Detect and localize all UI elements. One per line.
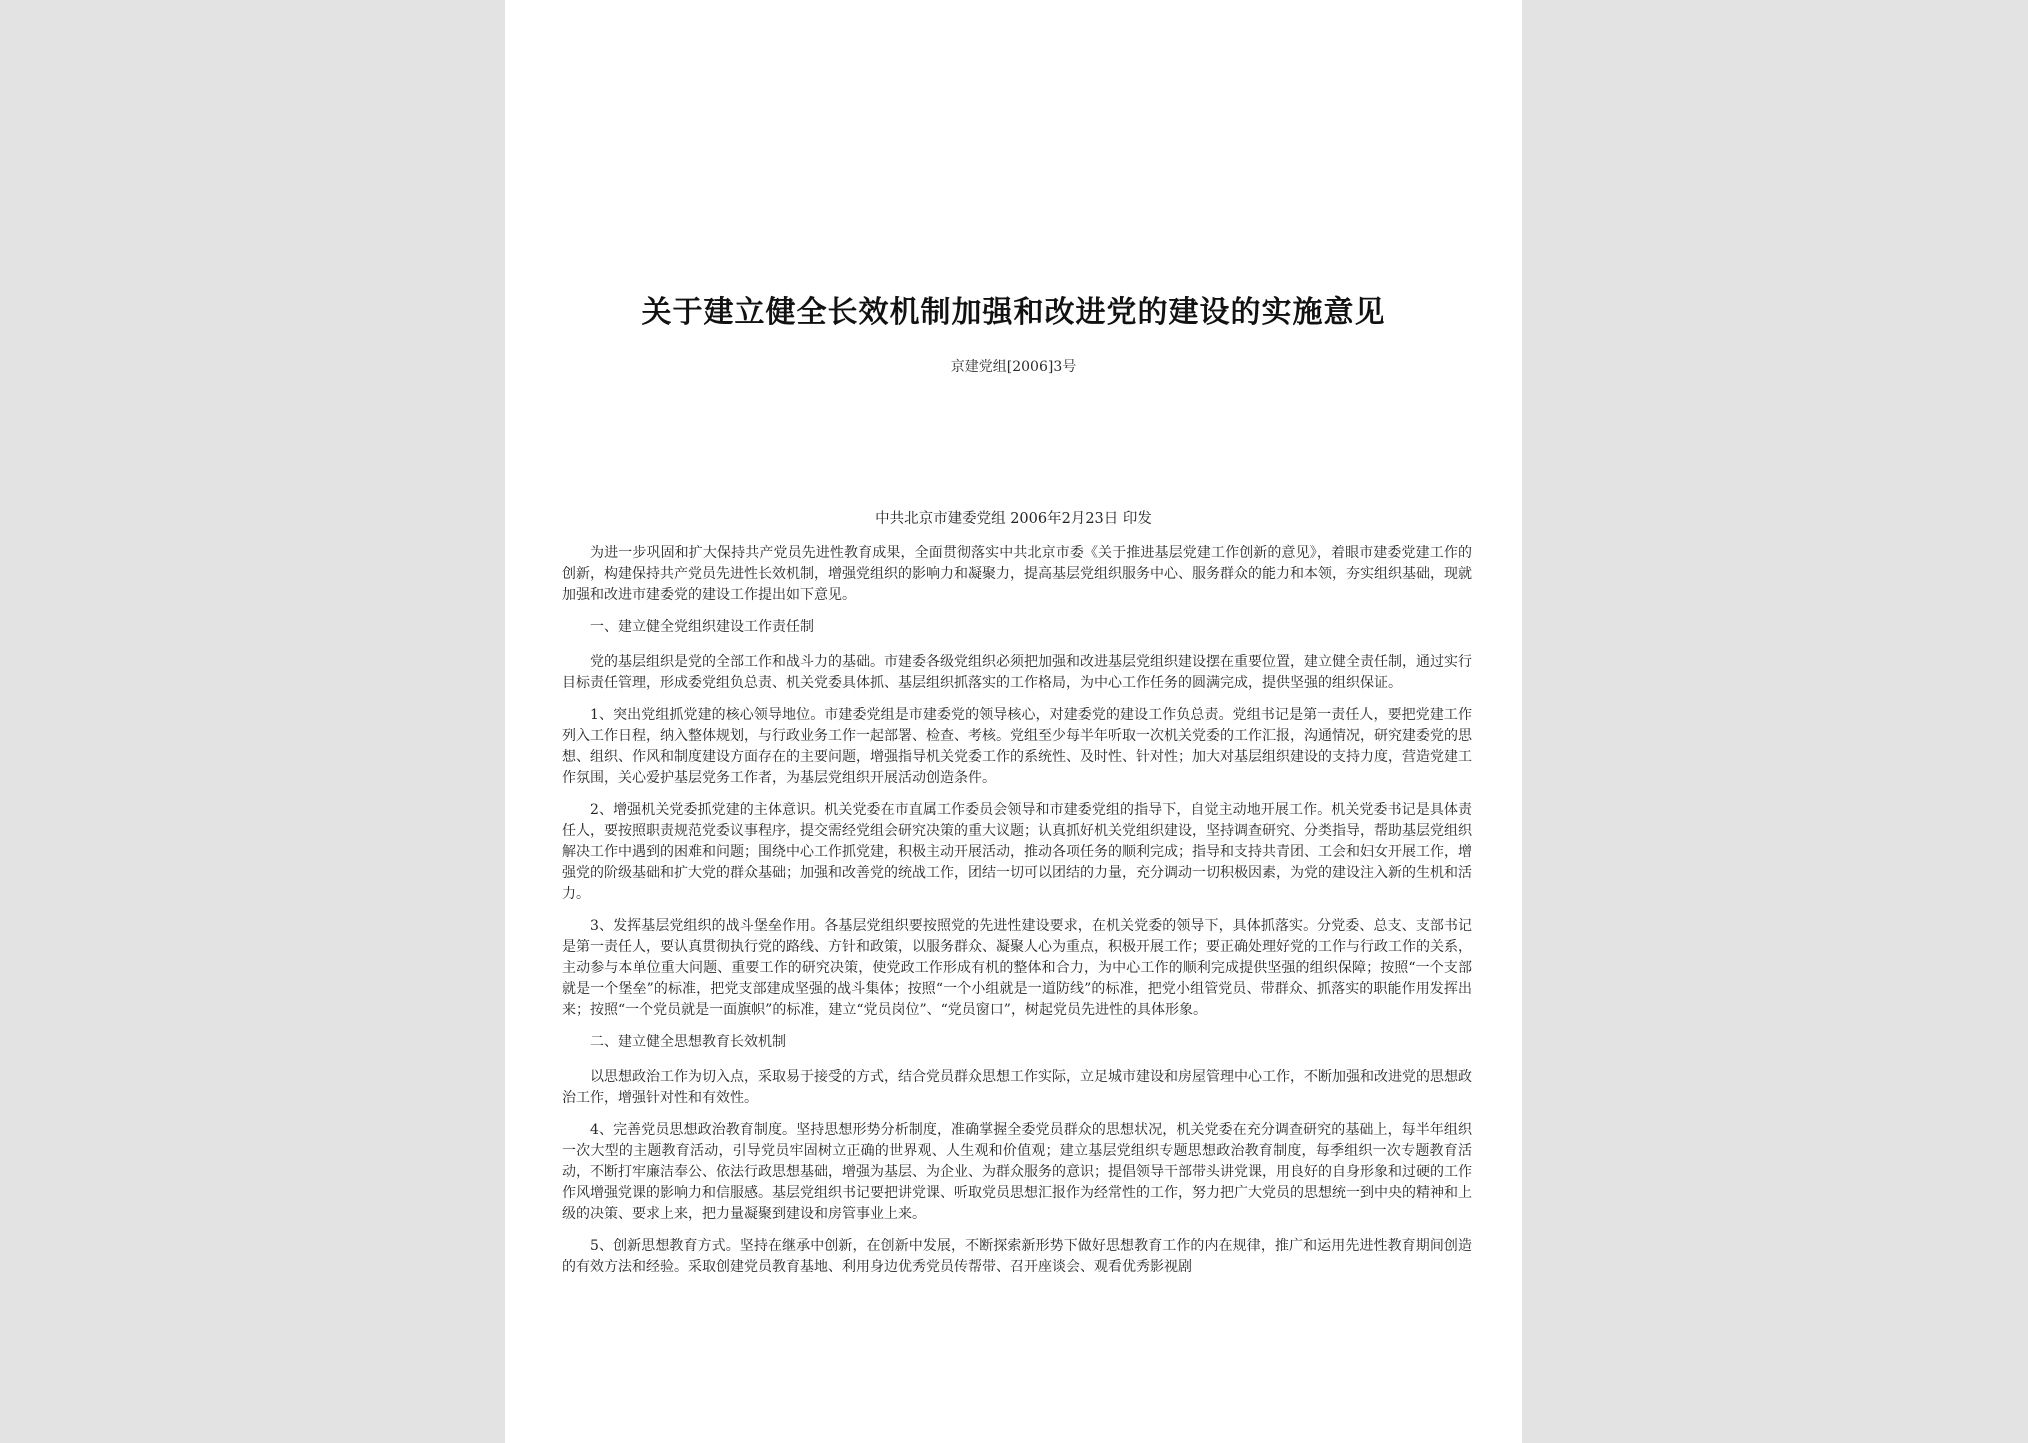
document-number: 京建党组[2006]3号 xyxy=(950,359,1077,375)
section-heading-1: 一、建立健全党组织建设工作责任制 xyxy=(590,619,814,635)
issuer-line: 中共北京市建委党组 2006年2月23日 印发 xyxy=(875,511,1152,527)
body-paragraph: 2、增强机关党委抓党建的主体意识。机关党委在市直属工作委员会领导和市建委党组的指导下，自觉主动地开展工作。机关党委书记是具体责任人，要按照职责规范党委议事程序，提交需经党组会研究决策的重大议题；认真抓好机关党组织建设，坚持调查研究、分类指导，帮助基层党组织解决工作中遇到的困难和问题；围绕中心工作抓党建，积极主动开展活动，推动各项任务的顺利完成；指导和支持共青团、工会和妇女开展工作，增强党的阶级基础和扩大党的群众基础；加强和改善党的统战工作，团结一切可以团结的力量，充分调动一切积极因素，为党的建设注入新的生机和活力。 xyxy=(562,802,1472,902)
document-page xyxy=(505,0,1522,1443)
body-paragraph: 5、创新思想教育方式。坚持在继承中创新，在创新中发展，不断探索新形势下做好思想教育工作的内在规律，推广和运用先进性教育期间创造的有效方法和经验。采取创建党员教育基地、利用身边优秀党员传帮带、召开座谈会、观看优秀影视剧 xyxy=(562,1238,1472,1275)
body-paragraph: 3、发挥基层党组织的战斗堡垒作用。各基层党组织要按照党的先进性建设要求，在机关党委的领导下，具体抓落实。分党委、总支、支部书记是第一责任人，要认真贯彻执行党的路线、方针和政策，以服务群众、凝聚人心为重点，积极开展工作；要正确处理好党的工作与行政工作的关系，主动参与本单位重大问题、重要工作的研究决策，使党政工作形成有机的整体和合力，为中心工作的顺利完成提供坚强的组织保障；按照“一个支部就是一个堡垒”的标准，把党支部建成坚强的战斗集体；按照“一个小组就是一道防线”的标准，把党小组管党员、带群众、抓落实的职能作用发挥出来；按照“一个党员就是一面旗帜”的标准，建立“党员岗位”、“党员窗口”，树起党员先进性的具体形象。 xyxy=(562,918,1472,1018)
body-paragraph: 党的基层组织是党的全部工作和战斗力的基础。市建委各级党组织必须把加强和改进基层党组织建设摆在重要位置，建立健全责任制，通过实行目标责任管理，形成委党组负总责、机关党委具体抓、基层组织抓落实的工作格局，为中心工作任务的圆满完成，提供坚强的组织保证。 xyxy=(562,654,1472,691)
body-paragraph: 4、完善党员思想政治教育制度。坚持思想形势分析制度，准确掌握全委党员群众的思想状况，机关党委在充分调查研究的基础上，每半年组织一次大型的主题教育活动，引导党员牢固树立正确的世界观、人生观和价值观；建立基层党组织专题思想政治教育制度，每季组织一次专题教育活动，不断打牢廉洁奉公、依法行政思想基础，增强为基层、为企业、为群众服务的意识；提倡领导干部带头讲党课，用良好的自身形象和过硬的工作作风增强党课的影响力和信服感。基层党组织书记要把讲党课、听取党员思想汇报作为经常性的工作，努力把广大党员的思想统一到中央的精神和上级的决策、要求上来，把力量凝聚到建设和房管事业上来。 xyxy=(562,1122,1472,1222)
section-heading-2: 二、建立健全思想教育长效机制 xyxy=(590,1034,786,1050)
document-body xyxy=(562,543,1472,1278)
document-title: 关于建立健全长效机制加强和改进党的建设的实施意见 xyxy=(641,295,1386,330)
intro-paragraph: 为进一步巩固和扩大保持共产党员先进性教育成果，全面贯彻落实中共北京市委《关于推进基层党建工作创新的意见》，着眼市建委党建工作的创新，构建保持共产党员先进性长效机制，增强党组织的影响力和凝聚力，提高基层党组织服务中心、服务群众的能力和本领，夯实组织基础，现就加强和改进市建委党的建设工作提出如下意见。 xyxy=(562,545,1472,603)
body-paragraph: 以思想政治工作为切入点，采取易于接受的方式，结合党员群众思想工作实际，立足城市建设和房屋管理中心工作，不断加强和改进党的思想政治工作，增强针对性和有效性。 xyxy=(562,1069,1472,1106)
body-paragraph: 1、突出党组抓党建的核心领导地位。市建委党组是市建委党的领导核心，对建委党的建设工作负总责。党组书记是第一责任人，要把党建工作列入工作日程，纳入整体规划，与行政业务工作一起部署、检查、考核。党组至少每半年听取一次机关党委的工作汇报，沟通情况，研究建委党的思想、组织、作风和制度建设方面存在的主要问题，增强指导机关党委工作的系统性、及时性、针对性；加大对基层组织建设的支持力度，营造党建工作氛围，关心爱护基层党务工作者，为基层党组织开展活动创造条件。 xyxy=(562,707,1472,786)
